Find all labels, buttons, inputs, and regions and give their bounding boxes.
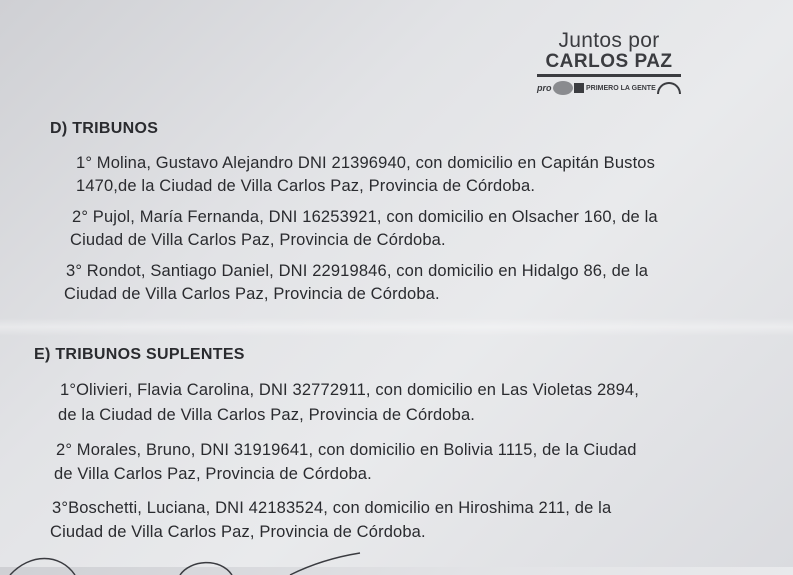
primero-la-gente-icon: [574, 83, 656, 93]
entry-line: de Villa Carlos Paz, Provincia de Córdoba.: [54, 465, 372, 483]
square-icon: [574, 83, 584, 93]
section-heading-tribunos: D) TRIBUNOS: [50, 120, 159, 137]
entry-line: 1°Olivieri, Flavia Carolina, DNI 32772911, con domicilio en Las Violetas 2894,: [60, 381, 639, 399]
entry-line: Ciudad de Villa Carlos Paz, Provincia de Córdoba.: [64, 285, 440, 303]
arch-icon: [657, 82, 681, 94]
section-heading-tribunos-suplentes: E) TRIBUNOS SUPLENTES: [34, 346, 245, 363]
entry-line: 2° Pujol, María Fernanda, DNI 16253921, con domicilio en Olsacher 160, de la: [72, 208, 658, 226]
party-circle-icon: [553, 81, 573, 95]
entry-line: de la Ciudad de Villa Carlos Paz, Provincia de Córdoba.: [58, 406, 476, 424]
entry-line: 1° Molina, Gustavo Alejandro DNI 21396940, con domicilio en Capitán Bustos: [76, 154, 656, 172]
entry-line: Ciudad de Villa Carlos Paz, Provincia de Córdoba.: [70, 231, 446, 249]
logo-rule: [537, 74, 681, 77]
logo-line-2: CARLOS PAZ: [545, 51, 673, 72]
entry-line: 3°Boschetti, Luciana, DNI 42183524, con domicilio en Hiroshima 211, de la: [52, 499, 612, 517]
primero-la-gente-label: PRIMERO LA GENTE: [586, 84, 656, 92]
entry-line: Ciudad de Villa Carlos Paz, Provincia de Córdoba.: [50, 523, 426, 541]
entry-line: 2° Morales, Bruno, DNI 31919641, con domicilio en Bolivia 1115, de la Ciudad: [56, 441, 637, 459]
signature-scribble: [0, 535, 400, 575]
party-icons: [533, 81, 685, 95]
entry-line: 3° Rondot, Santiago Daniel, DNI 22919846, con domicilio en Hidalgo 86, de la: [66, 262, 649, 280]
paper-fold: [0, 318, 793, 336]
party-logo: [533, 30, 685, 95]
entry-line: 1470,de la Ciudad de Villa Carlos Paz, Provincia de Córdoba.: [76, 177, 536, 195]
logo-line-1: Juntos por: [558, 29, 660, 52]
pro-logo-icon: pro: [537, 83, 552, 93]
